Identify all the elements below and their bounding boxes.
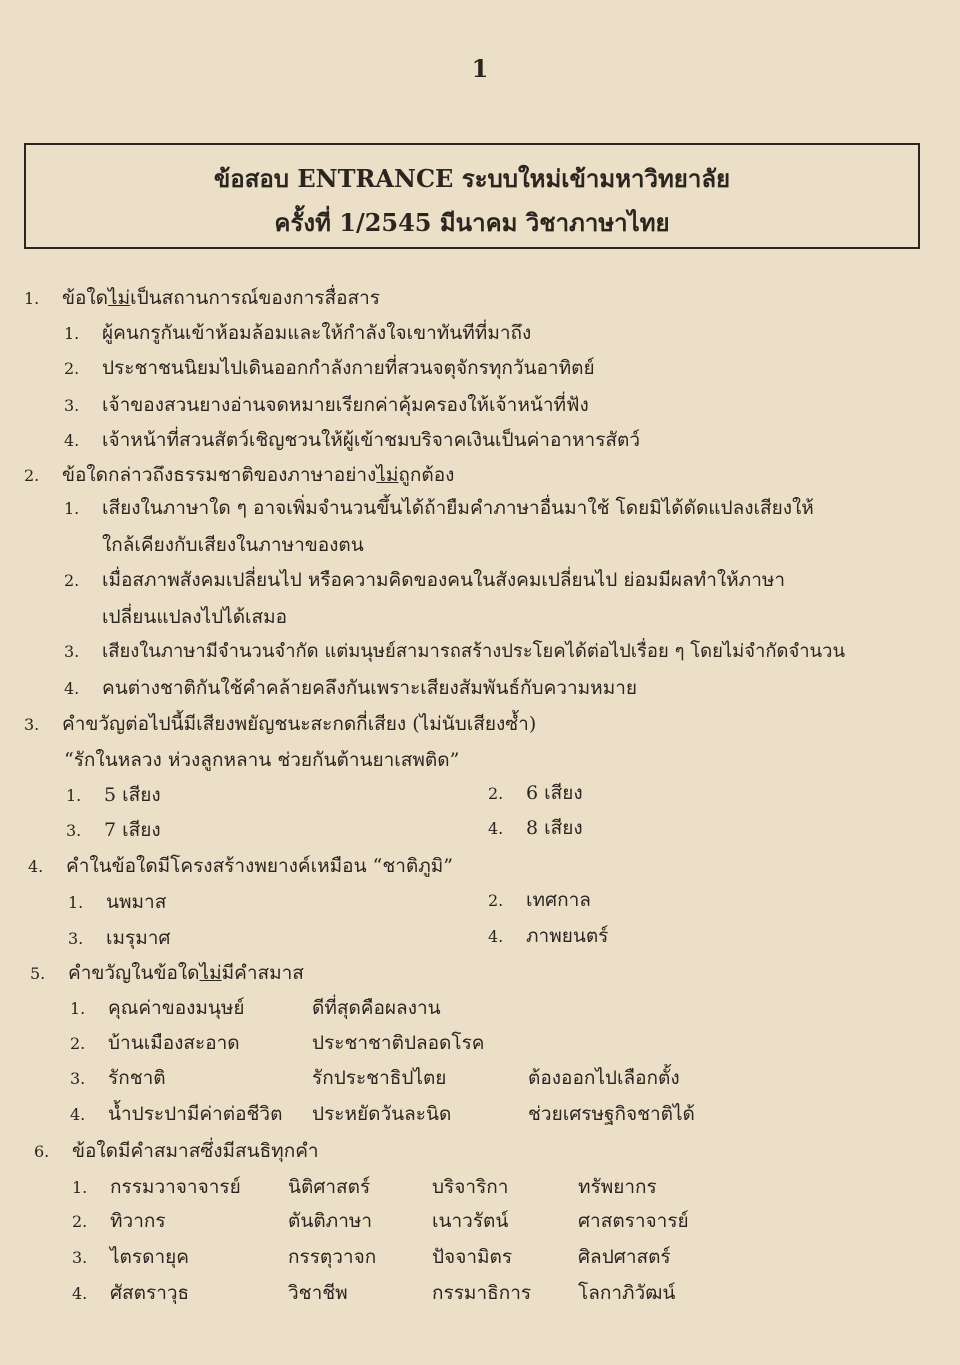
option (64, 564, 785, 596)
option-number: 2. (488, 784, 504, 803)
option-number: 3. (64, 642, 80, 661)
option-number: 4. (64, 679, 80, 698)
option (64, 389, 589, 421)
q-underlined: ไม่ (199, 962, 222, 984)
option (70, 992, 770, 1024)
option-text: ช่วยเศรษฐกิจชาติได้ (528, 1103, 695, 1125)
option-text: เนาวรัตน์ (432, 1210, 509, 1232)
option-number: 1. (66, 786, 82, 805)
exam-subtitle: ครั้งที่ 1/2545 มีนาคม วิชาภาษาไทย (274, 208, 670, 237)
option-text: ศิลปศาสตร์ (578, 1246, 671, 1268)
option-text: คนต่างชาติกันใช้คำคล้ายคลึงกันเพราะเสียงสัมพันธ์กับความหมาย (102, 677, 638, 699)
option-text: 8 เสียง (526, 817, 583, 839)
option-text: 6 เสียง (526, 782, 583, 804)
option-text: 5 เสียง (104, 784, 161, 806)
option-text: นพมาส (106, 891, 167, 913)
option-text: กรรตุวาจก (288, 1246, 377, 1268)
option-text: บริจาริกา (432, 1176, 509, 1198)
option-text: ทรัพยากร (578, 1176, 657, 1198)
question-number: 4. (28, 857, 44, 876)
question-1 (24, 282, 380, 314)
q-text: ข้อใด (62, 287, 109, 309)
option-number: 1. (70, 999, 86, 1018)
option-number: 3. (70, 1069, 86, 1088)
option-text: ปัจจามิตร (432, 1246, 513, 1268)
option-text: ต้องออกไปเลือกตั้ง (528, 1067, 680, 1089)
q-text: ข้อใดมีคำสมาสซึ่งมีสนธิทุกคำ (72, 1140, 319, 1162)
option-number: 1. (72, 1178, 88, 1197)
option-text: น้ำประปามีค่าต่อชีวิต (108, 1103, 283, 1125)
option-number: 2. (64, 359, 80, 378)
option-text: ประหยัดวันละนิด (312, 1103, 452, 1125)
question-5 (30, 957, 304, 989)
option-text: กรรมวาจาจารย์ (110, 1176, 241, 1198)
option (66, 779, 161, 811)
option-number: 2. (64, 571, 80, 590)
q-underlined: ไม่ (376, 464, 399, 486)
option (66, 814, 161, 846)
option-number: 3. (72, 1248, 88, 1267)
question-2 (24, 459, 454, 491)
option (70, 1098, 770, 1130)
q-text: เป็นสถานการณ์ของการสื่อสาร (130, 287, 380, 309)
option-number: 3. (68, 929, 84, 948)
q-underlined: ไม่ (108, 287, 131, 309)
option-number: 4. (70, 1105, 86, 1124)
option-text: รักประชาธิปไตย (312, 1067, 447, 1089)
option (488, 812, 583, 844)
option-number: 2. (70, 1034, 86, 1053)
question-number: 3. (24, 715, 40, 734)
question-3 (24, 708, 536, 740)
option (64, 636, 845, 668)
option (64, 424, 640, 456)
option-number: 4. (488, 819, 504, 838)
option (72, 1277, 772, 1309)
option (72, 1171, 772, 1203)
option (68, 922, 170, 954)
option-text: เมื่อสภาพสังคมเปลี่ยนไป หรือความคิดของคนในสังคมเปลี่ยนไป ย่อมมีผลทำให้ภาษา (102, 569, 786, 591)
option-text: เทศกาล (526, 889, 591, 911)
option (72, 1241, 772, 1273)
option (64, 317, 531, 349)
option-number: 3. (64, 396, 80, 415)
option-text: เจ้าหน้าที่สวนสัตว์เชิญชวนให้ผู้เข้าชมบริจาคเงินเป็นค่าอาหารสัตว์ (102, 429, 641, 451)
option-text: โลกาภิวัฒน์ (578, 1282, 676, 1304)
option-number: 2. (488, 891, 504, 910)
option (64, 492, 814, 524)
option-text: ประชาชนนิยมไปเดินออกกำลังกายที่สวนจตุจักรทุกวันอาทิตย์ (102, 357, 595, 379)
option-text: ไตรดายุค (110, 1246, 189, 1268)
option (72, 1205, 772, 1237)
quote: “รักในหลวง ห่วงลูกหลาน ช่วยกันต้านยาเสพติด” (64, 749, 460, 771)
option (488, 884, 591, 916)
option-text: เจ้าของสวนยางอ่านจดหมายเรียกค่าคุ้มครองให้เจ้าหน้าที่ฟัง (102, 394, 589, 416)
option-text: กรรมาธิการ (432, 1282, 532, 1304)
option-text: เมรุมาศ (106, 927, 171, 949)
question-6 (34, 1135, 319, 1167)
option-number: 1. (68, 893, 84, 912)
option-number: 3. (66, 821, 82, 840)
option-number: 4. (72, 1284, 88, 1303)
q-text: คำขวัญต่อไปนี้มีเสียงพยัญชนะสะกดกี่เสียง (ไม่นับเสียงซ้ำ) (62, 713, 537, 735)
option-number: 4. (488, 927, 504, 946)
option (488, 920, 608, 952)
option-text: ศัสตราวุธ (110, 1282, 190, 1304)
option-text: ภาพยนตร์ (526, 925, 609, 947)
option (70, 1027, 770, 1059)
option (68, 886, 166, 918)
q-text: ข้อใดกล่าวถึงธรรมชาติของภาษาอย่าง (62, 464, 377, 486)
question-number: 6. (34, 1142, 50, 1161)
q-text: คำขวัญในข้อใด (68, 962, 200, 984)
question-number: 2. (24, 466, 40, 485)
option-text: วิชาชีพ (288, 1282, 348, 1304)
option-text: ตันติภาษา (288, 1210, 373, 1232)
option-text: เสียงในภาษามีจำนวนจำกัด แต่มนุษย์สามารถสร้างประโยคได้ต่อไปเรื่อย ๆ โดยไม่จำกัดจำนวน (102, 641, 846, 662)
option (488, 777, 583, 809)
option-text: ทิวากร (110, 1210, 166, 1232)
option-text: นิติศาสตร์ (288, 1176, 371, 1198)
page-number: 1 (471, 54, 489, 83)
q-text: คำในข้อใดมีโครงสร้างพยางค์เหมือน “ชาติภูมิ” (66, 855, 454, 877)
option-text: เสียงในภาษาใด ๆ อาจเพิ่มจำนวนขึ้นได้ถ้ายืมคำภาษาอื่นมาใช้ โดยมิได้ดัดแปลงเสียงให้ (102, 497, 814, 519)
option-text: ประชาชาติปลอดโรค (312, 1032, 485, 1054)
option-number: 2. (72, 1212, 88, 1231)
option (70, 1062, 770, 1094)
option-text: รักชาติ (108, 1067, 166, 1089)
question-number: 1. (24, 289, 40, 308)
option-text: ผู้คนกรูกันเข้าห้อมล้อมและให้กำลังใจเขาทันทีที่มาถึง (102, 322, 532, 344)
q-text: ถูกต้อง (398, 464, 455, 486)
option-continuation: เปลี่ยนแปลงไปได้เสมอ (102, 606, 288, 628)
option-text: บ้านเมืองสะอาด (108, 1032, 240, 1054)
option-text: 7 เสียง (104, 819, 161, 841)
question-4 (28, 850, 453, 882)
exam-header-box (24, 143, 920, 249)
option-continuation: ใกล้เคียงกับเสียงในภาษาของตน (102, 534, 364, 556)
option (64, 352, 595, 384)
option-number: 4. (64, 431, 80, 450)
q-text: มีคำสมาส (221, 962, 304, 984)
option-text: ศาสตราจารย์ (578, 1210, 689, 1232)
question-number: 5. (30, 964, 46, 983)
option-text: ดีที่สุดคือผลงาน (312, 997, 441, 1019)
option-number: 1. (64, 324, 80, 343)
option-text: คุณค่าของมนุษย์ (108, 997, 245, 1019)
exam-title: ข้อสอบ ENTRANCE ระบบใหม่เข้ามหาวิทยาลัย (213, 164, 731, 193)
option-number: 1. (64, 499, 80, 518)
option (64, 672, 637, 704)
